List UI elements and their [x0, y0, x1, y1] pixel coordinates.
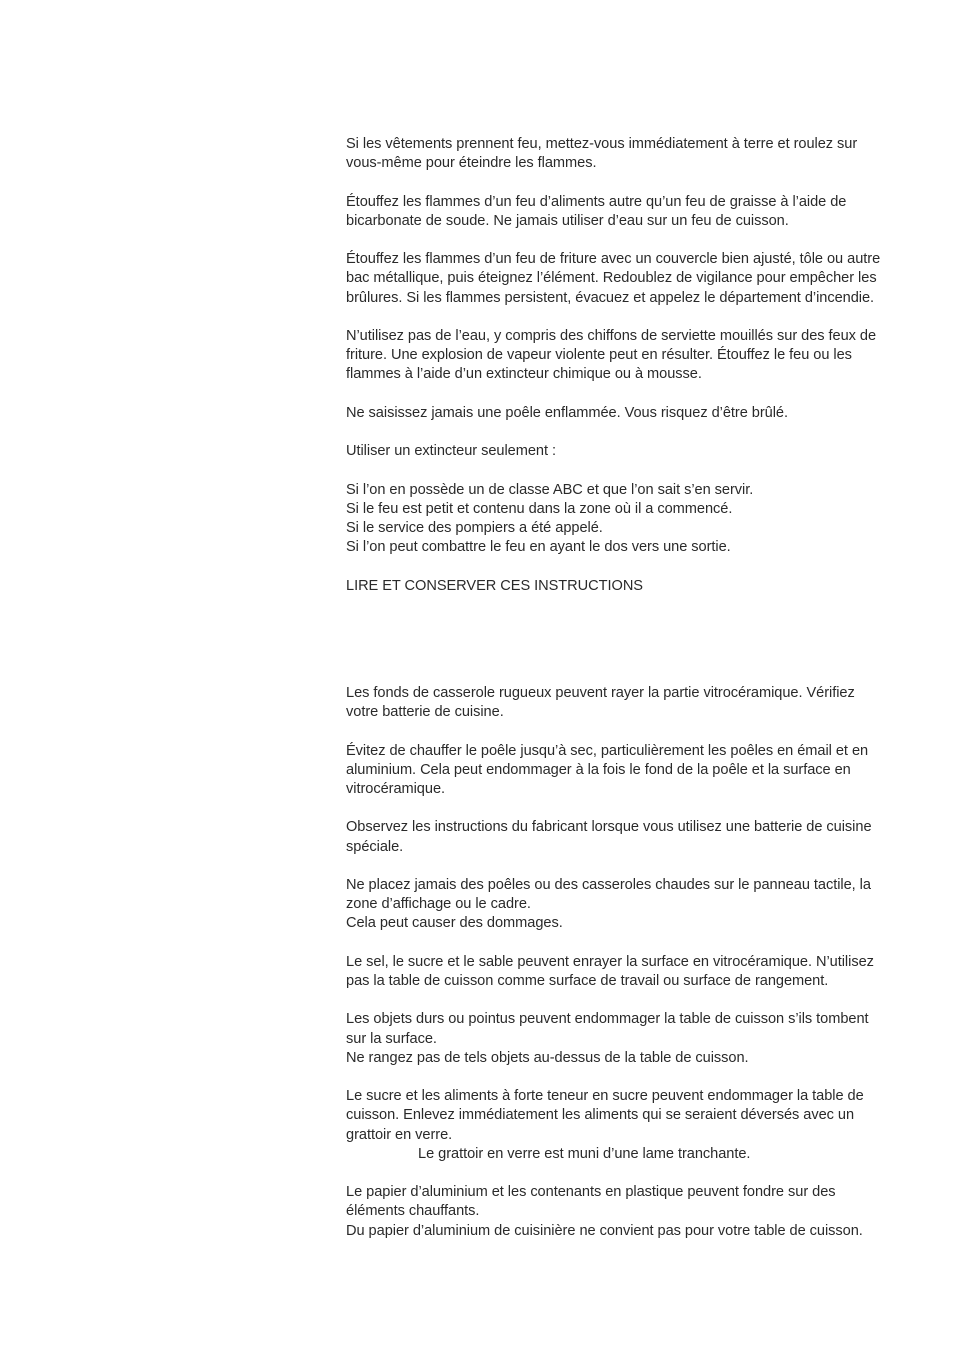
text-line: Si le feu est petit et contenu dans la zone où il a commencé. — [346, 500, 733, 517]
paragraph-extinguisher-conditions — [346, 481, 926, 558]
paragraph-clothing-fire — [346, 135, 926, 173]
paragraph-flaming-pan — [346, 404, 926, 423]
text-line: bicarbonate de soude. Ne jamais utiliser d’eau sur un feu de cuisson. — [346, 212, 789, 229]
text-line: Ne saisissez jamais une poêle enflammée. Vous risquez d’être brûlé. — [346, 404, 788, 421]
text-line: Les fonds de casserole rugueux peuvent rayer la partie vitrocéramique. Vérifiez — [346, 685, 855, 701]
text-line: flammes à l’aide d’un extincteur chimique ou à mousse. — [346, 366, 702, 383]
text-line: sur la surface. — [346, 1030, 437, 1047]
text-line: pas la table de cuisson comme surface de travail ou surface de rangement. — [346, 972, 829, 989]
text-line: Les objets durs ou pointus peuvent endommager la table de cuisson s’ils tombent — [346, 1011, 869, 1028]
text-line: Étouffez les flammes d’un feu d’aliments autre qu’un feu de graisse à l’aide de — [346, 193, 847, 210]
scraper-warning-line: Le grattoir en verre est muni d’une lame tranchante. — [418, 1145, 751, 1162]
text-line: Si l’on peut combattre le feu en ayant le dos vers une sortie. — [346, 539, 731, 556]
text-line: vous-même pour éteindre les flammes. — [346, 155, 597, 172]
paragraph-grease-fire — [346, 250, 926, 308]
paragraph-sugar-damage — [346, 1087, 926, 1164]
text-line: Évitez de chauffer le poêle jusqu’à sec, particulièrement les poêles en émail et en — [346, 742, 869, 759]
paragraph-foil-plastic — [346, 1183, 926, 1241]
text-line: Si le service des pompiers a été appelé. — [346, 519, 603, 536]
paragraph-read-keep-instructions — [346, 577, 926, 596]
text-line: Le papier d’aluminium et les contenants en plastique peuvent fondre sur des — [346, 1184, 836, 1201]
text-line: Le sel, le sucre et le sable peuvent enrayer la surface en vitrocéramique. N’utilisez — [346, 953, 874, 970]
text-line: Si les vêtements prennent feu, mettez-vous immédiatement à terre et roulez sur — [346, 136, 858, 152]
text-line: cuisson. Enlevez immédiatement les aliments qui se seraient déversés avec un — [346, 1107, 855, 1124]
paragraph-food-fire — [346, 193, 926, 231]
text-line: Étouffez les flammes d’un feu de friture avec un couvercle bien ajusté, tôle ou autre — [346, 251, 881, 268]
cooktop-care-section — [346, 684, 926, 1260]
paragraph-dry-heating — [346, 742, 926, 800]
fire-safety-section — [346, 135, 926, 615]
text-line: votre batterie de cuisine. — [346, 704, 504, 721]
paragraph-extinguisher-intro — [346, 442, 926, 461]
text-line: brûlures. Si les flammes persistent, évacuez et appelez le département d’incendie. — [346, 289, 875, 306]
text-line: Ne placez jamais des poêles ou des casseroles chaudes sur le panneau tactile, la — [346, 876, 871, 893]
text-line: friture. Une explosion de vapeur violente peut en résulter. Étouffez le feu ou les — [346, 347, 852, 364]
text-line: Du papier d’aluminium de cuisinière ne convient pas pour votre table de cuisson. — [346, 1222, 863, 1239]
text-line: vitrocéramique. — [346, 781, 446, 797]
text-line: Si l’on en possède un de classe ABC et que l’on sait s’en servir. — [346, 481, 754, 498]
text-line: LIRE ET CONSERVER CES INSTRUCTIONS — [346, 577, 643, 594]
text-line: Cela peut causer des dommages. — [346, 915, 563, 932]
text-line: éléments chauffants. — [346, 1203, 480, 1220]
paragraph-hot-pans-panel — [346, 876, 926, 934]
paragraph-salt-sugar-sand — [346, 953, 926, 991]
text-line: grattoir en verre. — [346, 1126, 453, 1143]
text-line: Observez les instructions du fabricant lorsque vous utilisez une batterie de cuisine — [346, 819, 872, 836]
text-line: Utiliser un extincteur seulement : — [346, 443, 557, 460]
text-line: zone d’affichage ou le cadre. — [346, 896, 531, 913]
paragraph-manufacturer-instructions — [346, 818, 926, 856]
text-line: N’utilisez pas de l’eau, y compris des chiffons de serviette mouillés sur des feux de — [346, 327, 877, 344]
paragraph-rough-bottoms — [346, 684, 926, 722]
text-line: Ne rangez pas de tels objets au-dessus de la table de cuisson. — [346, 1049, 749, 1066]
paragraph-no-water — [346, 327, 926, 385]
text-line: Le sucre et les aliments à forte teneur en sucre peuvent endommager la table de — [346, 1088, 864, 1105]
text-line: spéciale. — [346, 838, 404, 855]
text-line: bac métallique, puis éteignez l’élément. Redoublez de vigilance pour empêcher les — [346, 270, 877, 287]
paragraph-hard-objects — [346, 1010, 926, 1068]
text-line: aluminium. Cela peut endommager à la fois le fond de la poêle et la surface en — [346, 761, 851, 778]
